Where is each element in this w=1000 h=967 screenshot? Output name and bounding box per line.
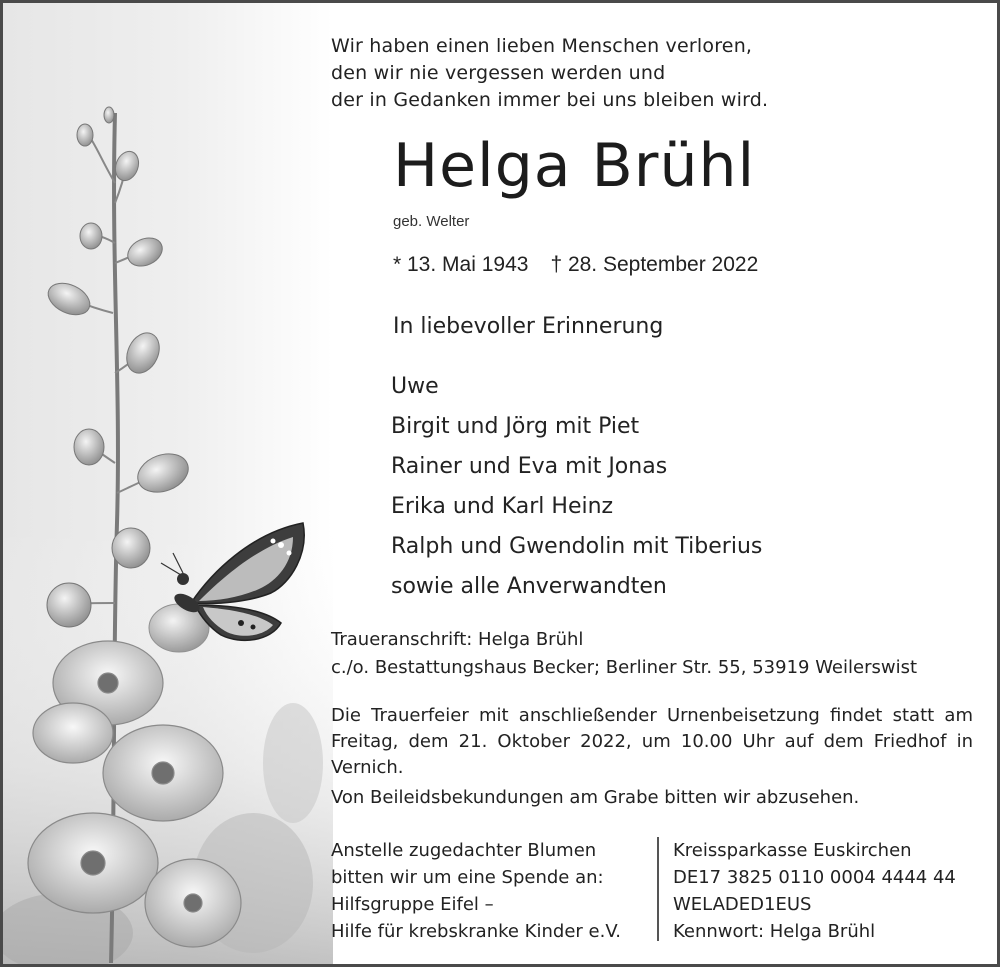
mourner-entry: Ralph und Gwendolin mit Tiberius — [391, 534, 763, 559]
intro-line: den wir nie vergessen werden und — [331, 62, 666, 84]
bank-details — [673, 837, 956, 945]
flower-butterfly-image — [3, 3, 333, 964]
address-line: Traueranschrift: Helga Brühl — [331, 629, 584, 650]
deceased-name: Helga Brühl — [393, 131, 756, 201]
ceremony-info: Die Trauerfeier mit anschließender Urnenbeisetzung findet statt am Freitag, dem 21. Oktober 2022, um 10.00 Uhr auf dem Friedhof in Vernich. — [331, 705, 973, 778]
column-divider — [657, 837, 659, 941]
mourner-entry: Erika und Karl Heinz — [391, 494, 614, 519]
life-dates — [393, 253, 758, 277]
condolence-note: Von Beileidsbekundungen am Grabe bitten wir abzusehen. — [331, 787, 860, 808]
intro-line: der in Gedanken immer bei uns bleiben wird. — [331, 89, 769, 111]
bank-line: WELADED1EUS — [673, 894, 812, 915]
mourner-entry: Birgit und Jörg mit Piet — [391, 414, 640, 439]
maiden-name: geb. Welter — [393, 213, 470, 230]
donation-request — [331, 837, 621, 945]
mourning-address — [331, 626, 917, 682]
bank-line: Kreissparkasse Euskirchen — [673, 840, 912, 861]
address-line: c./o. Bestattungshaus Becker; Berliner Str. 55, 53919 Weilerswist — [331, 657, 918, 678]
donation-line: Hilfsgruppe Eifel – — [331, 894, 494, 915]
mourners-list — [391, 367, 762, 607]
death-date: † 28. September 2022 — [550, 253, 759, 276]
intro-line: Wir haben einen lieben Menschen verloren, — [331, 35, 753, 57]
donation-line: Anstelle zugedachter Blumen — [331, 840, 597, 861]
intro-verse — [331, 33, 768, 114]
memory-line: In liebevoller Erinnerung — [393, 314, 664, 339]
birth-date: * 13. Mai 1943 — [393, 253, 529, 276]
bank-line: Kennwort: Helga Brühl — [673, 921, 876, 942]
mourner-entry: Rainer und Eva mit Jonas — [391, 454, 668, 479]
mourner-entry: Uwe — [391, 374, 439, 399]
donation-line: bitten wir um eine Spende an: — [331, 867, 604, 888]
bank-line: DE17 3825 0110 0004 4444 44 — [673, 867, 956, 888]
donation-line: Hilfe für krebskranke Kinder e.V. — [331, 921, 622, 942]
mourner-entry: sowie alle Anverwandten — [391, 574, 667, 599]
